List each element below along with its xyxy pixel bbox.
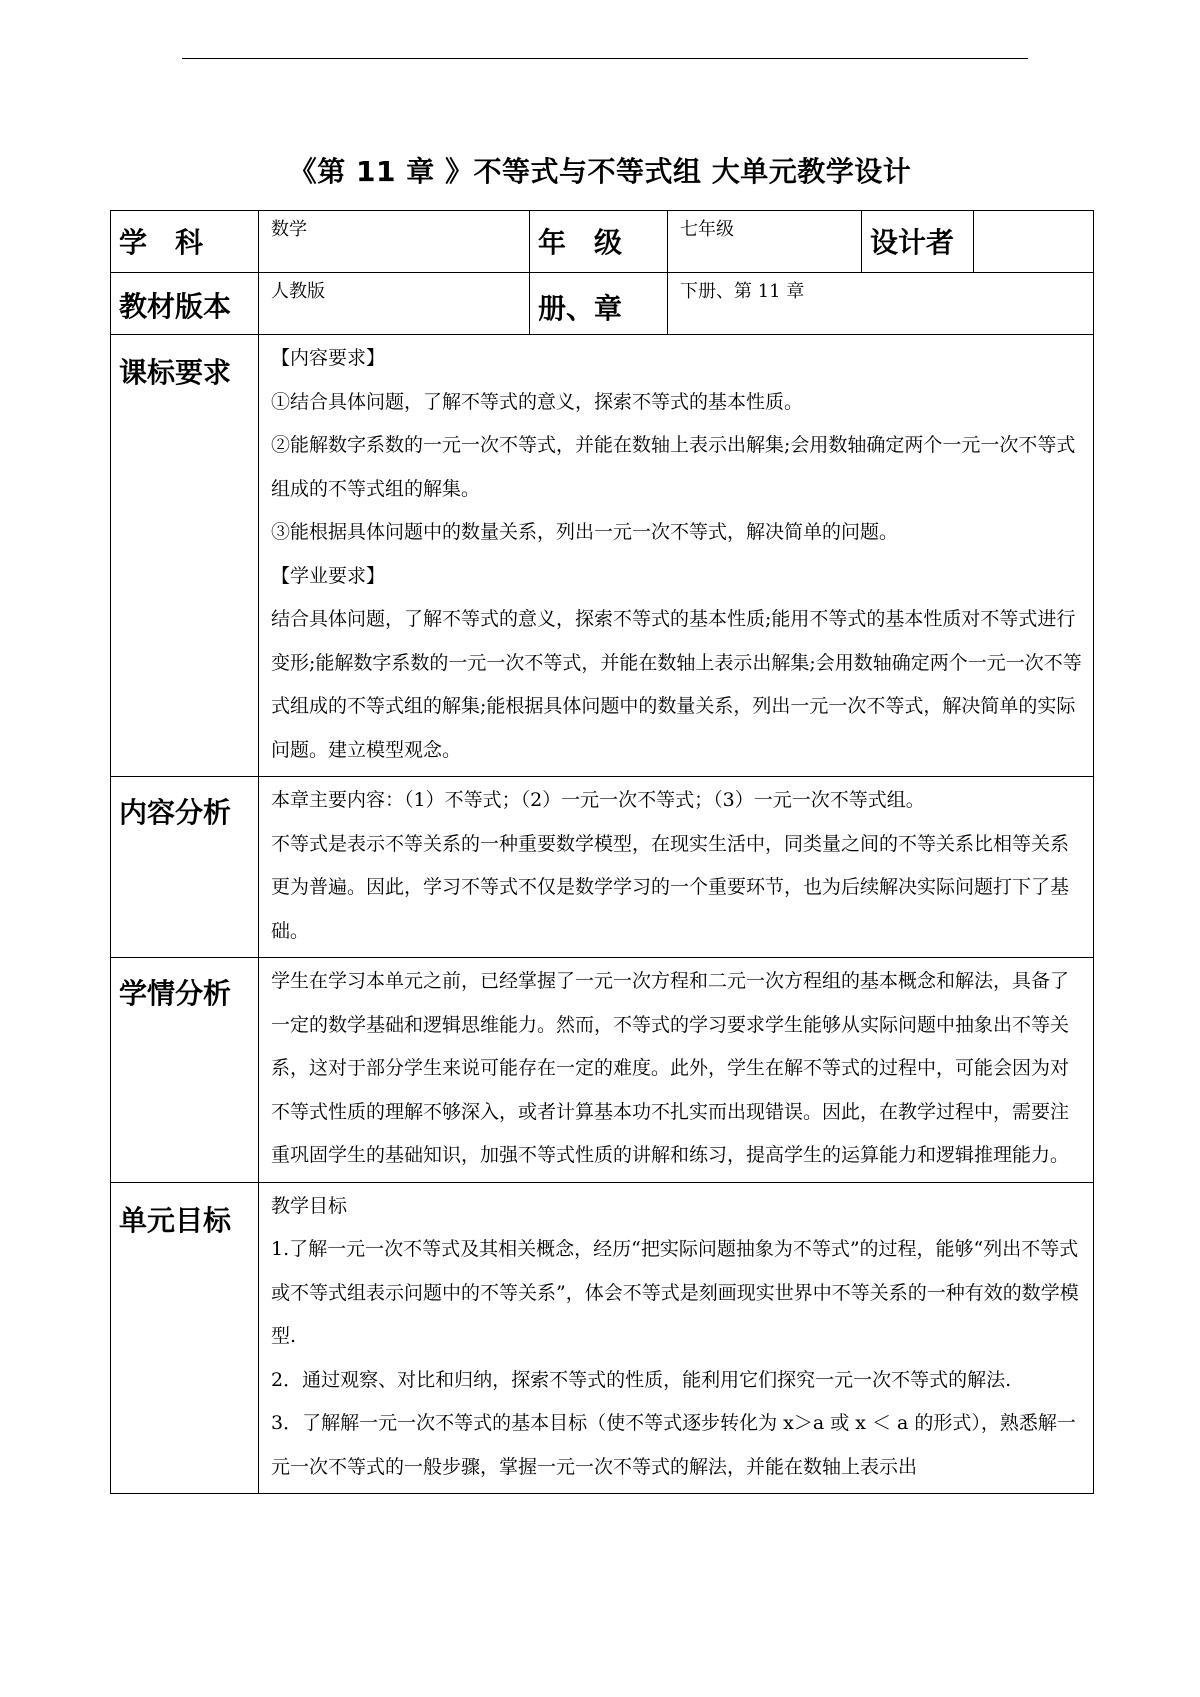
subject-label: 学 科 xyxy=(111,211,259,273)
curriculum-line: ②能解数字系数的一元一次不等式，并能在数轴上表示出解集;会用数轴确定两个一元一次不等式组成的不等式组的解集。 xyxy=(271,434,1076,500)
volume-value: 下册、第 11 章 xyxy=(668,273,1094,335)
grade-value: 七年级 xyxy=(668,211,862,273)
unit-goals-line: 2．通过观察、对比和归纳，探索不等式的性质，能利用它们探究一元一次不等式的解法. xyxy=(271,1368,1012,1391)
unit-goals-label: 单元目标 xyxy=(111,1182,259,1494)
student-analysis-line: 学生在学习本单元之前，已经掌握了一元一次方程和二元一次方程组的基本概念和解法，具备了一定的数学基础和逻辑思维能力。然而，不等式的学习要求学生能够从实际问题中抽象出不等关系，这对于部分学生来说可能存在一定的难度。此外，学生在解不等式的过程中，可能会因为对不等式性质的理解不够深入，或者计算基本功不扎实而出现错误。因此，在教学过程中，需要注重巩固学生的基础知识，加强不等式性质的讲解和练习，提高学生的运算能力和逻辑推理能力。 xyxy=(271,970,1070,1166)
content-analysis-line: 不等式是表示不等关系的一种重要数学模型，在现实生活中，同类量之间的不等关系比相等关系更为普遍。因此，学习不等式不仅是数学学习的一个重要环节，也为后续解决实际问题打下了基础。 xyxy=(271,832,1070,942)
unit-goals-content xyxy=(259,1182,1094,1494)
curriculum-line: 【内容要求】 xyxy=(271,347,386,369)
student-analysis-content xyxy=(259,958,1094,1183)
document-title: 《第 11 章 》不等式与不等式组 大单元教学设计 xyxy=(288,155,912,188)
subject-value: 数学 xyxy=(259,211,530,273)
content-analysis-line: 本章主要内容：（1）不等式；（2）一元一次不等式；（3）一元一次不等式组。 xyxy=(271,789,925,811)
designer-value xyxy=(974,211,1094,273)
student-analysis-label: 学情分析 xyxy=(111,958,259,1183)
row-unit-goals xyxy=(111,1182,1094,1494)
content-analysis-content xyxy=(259,777,1094,958)
unit-goals-line: 3．了解解一元一次不等式的基本目标（使不等式逐步转化为 x＞a 或 x ＜ a 的形式），熟悉解一元一次不等式的一般步骤，掌握一元一次不等式的解法，并能在数轴上表示出 xyxy=(271,1412,1076,1478)
curriculum-label: 课标要求 xyxy=(111,335,259,777)
content-analysis-label: 内容分析 xyxy=(111,777,259,958)
row-curriculum xyxy=(111,335,1094,777)
row-content-analysis xyxy=(111,777,1094,958)
curriculum-line: 结合具体问题，了解不等式的意义，探索不等式的基本性质;能用不等式的基本性质对不等式进行变形;能解数字系数的一元一次不等式，并能在数轴上表示出解集;会用数轴确定两个一元一次不等式组成的不等式组的解集;能根据具体问题中的数量关系，列出一元一次不等式，解决简单的实际问题。建立模型观念。 xyxy=(271,608,1082,761)
row-subject xyxy=(111,211,1094,273)
row-student-analysis xyxy=(111,958,1094,1183)
edition-value: 人教版 xyxy=(259,273,530,335)
grade-label: 年 级 xyxy=(530,211,668,273)
unit-goals-line: 1.了解一元一次不等式及其相关概念，经历“把实际问题抽象为不等式”的过程，能够“列出不等式或不等式组表示问题中的不等关系”，体会不等式是刻画现实世界中不等关系的一种有效的数学模型. xyxy=(271,1238,1079,1347)
edition-label: 教材版本 xyxy=(111,273,259,335)
lesson-plan-table xyxy=(110,210,1094,1494)
curriculum-line: 【学业要求】 xyxy=(271,564,386,587)
header-rule xyxy=(182,58,1028,59)
unit-goals-line: 教学目标 xyxy=(271,1194,348,1217)
curriculum-content xyxy=(259,335,1094,777)
curriculum-line: ①结合具体问题，了解不等式的意义，探索不等式的基本性质。 xyxy=(271,390,804,413)
volume-label: 册、章 xyxy=(530,273,668,335)
curriculum-line: ③能根据具体问题中的数量关系，列出一元一次不等式，解决简单的问题。 xyxy=(271,521,899,543)
designer-label: 设计者 xyxy=(862,211,974,273)
row-edition xyxy=(111,273,1094,335)
